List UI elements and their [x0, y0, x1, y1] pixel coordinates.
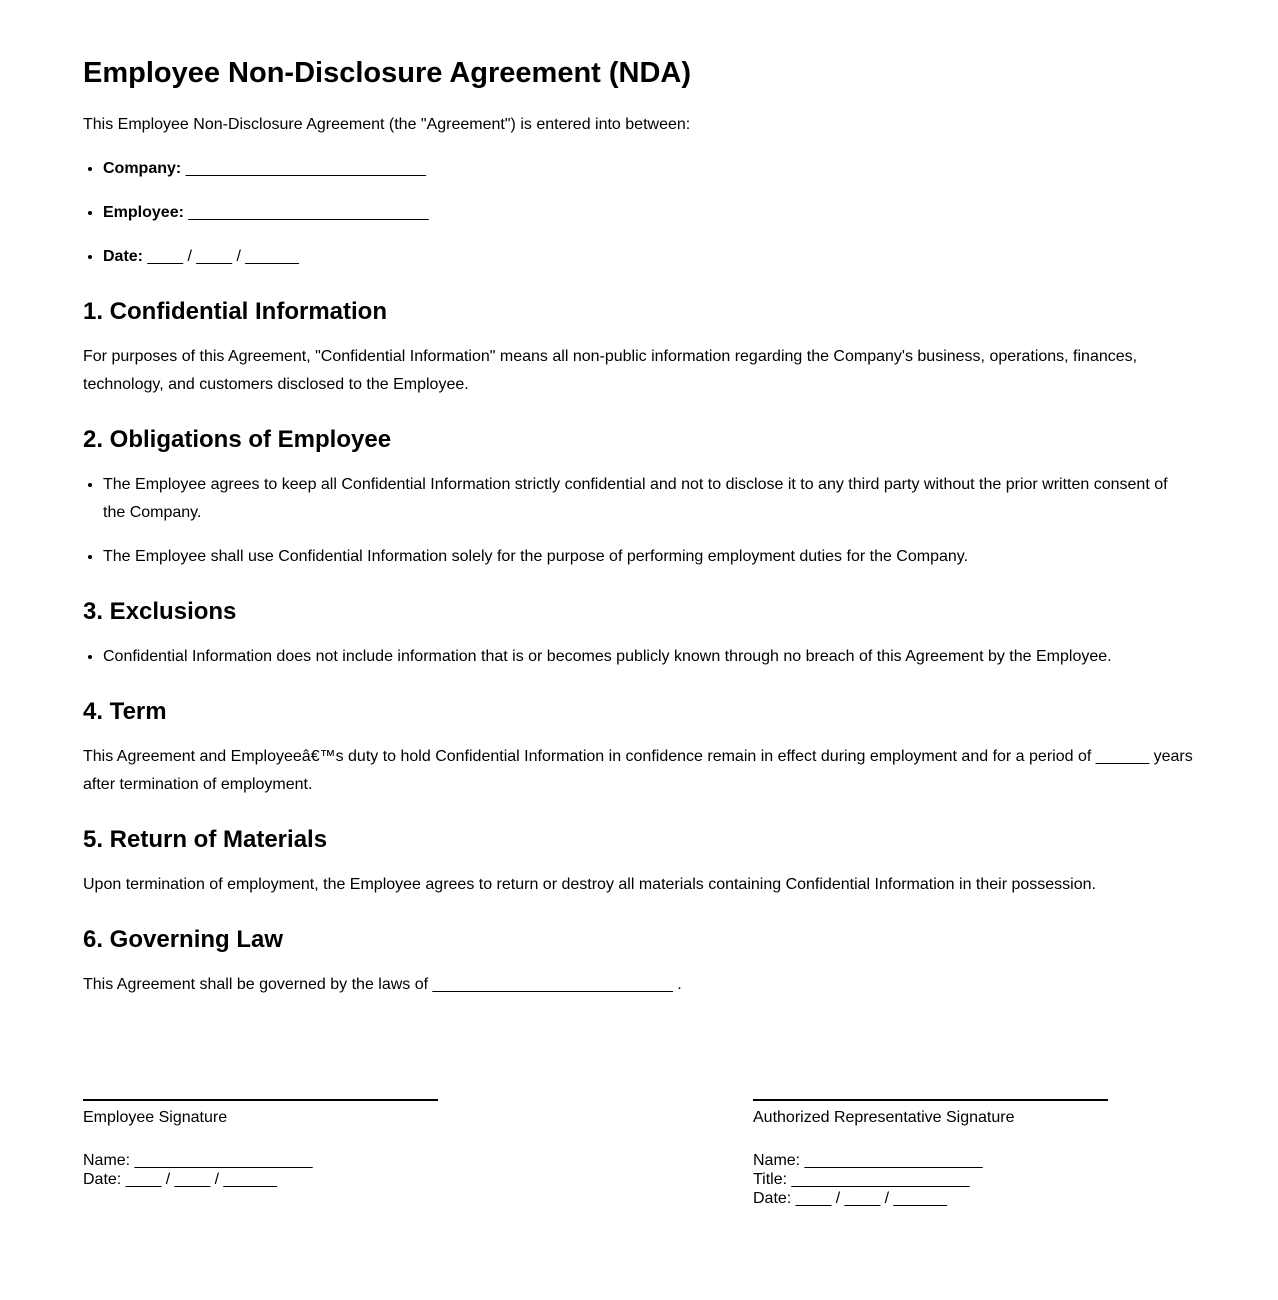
return-of-materials-paragraph: Upon termination of employment, the Employee agrees to return or destroy all materials containing Confidential Information in their possession. — [83, 875, 1096, 893]
obligations-list — [83, 471, 1193, 571]
employee-signature-block — [83, 1099, 438, 1208]
obligation-item: • The Employee shall use Confidential Information solely for the purpose of performing employment duties for the Company. — [103, 543, 1193, 571]
employee-blank-line: ___________________________ — [188, 203, 429, 221]
signature-area — [83, 1099, 1193, 1208]
exclusion-item: • Confidential Information does not include information that is or becomes publicly known through no breach of this Agreement by the Employee. — [103, 643, 1193, 671]
date-blank-line: ____ / ____ / ______ — [147, 247, 299, 265]
representative-signature-line — [753, 1099, 1108, 1101]
employee-name-field-line: Name: ____________________ — [83, 1151, 313, 1169]
term-paragraph: This Agreement and Employeeâ€™s duty to hold Confidential Information in confidence remain in effect during employment and for a period of ______ years after termination of employment. — [83, 747, 1193, 793]
document-title: Employee Non-Disclosure Agreement (NDA) — [83, 57, 692, 89]
representative-date-field-line: Date: ____ / ____ / ______ — [753, 1189, 947, 1207]
company-label: Company: — [103, 159, 182, 177]
representative-signature-block — [753, 1099, 1108, 1208]
representative-title-field-line: Title: ____________________ — [753, 1170, 970, 1188]
date-label: Date: — [103, 247, 144, 265]
section-heading-obligations: 2. Obligations of Employee — [83, 425, 392, 453]
exclusions-list — [83, 643, 1193, 671]
section-heading-confidential-information: 1. Confidential Information — [83, 297, 387, 325]
section-heading-governing-law: 6. Governing Law — [83, 925, 284, 953]
representative-name-field-line: Name: ____________________ — [753, 1151, 983, 1169]
party-item-date — [103, 243, 1193, 271]
governing-law-paragraph: This Agreement shall be governed by the laws of ___________________________ . — [83, 975, 682, 993]
section-heading-term: 4. Term — [83, 697, 167, 725]
party-item-company — [103, 155, 1193, 183]
company-blank-line: ___________________________ — [185, 159, 426, 177]
intro-paragraph: This Employee Non-Disclosure Agreement (the "Agreement") is entered into between: — [83, 115, 691, 133]
confidential-information-paragraph: For purposes of this Agreement, "Confidential Information" means all non-public information regarding the Company's business, operations, finances, technology, and customers disclosed to the Employee. — [83, 347, 1138, 393]
employee-label: Employee: — [103, 203, 184, 221]
representative-signature-fields — [753, 1151, 1108, 1209]
employee-signature-line — [83, 1099, 438, 1101]
parties-list — [83, 155, 1193, 271]
employee-signature-fields — [83, 1151, 438, 1189]
employee-date-field-line: Date: ____ / ____ / ______ — [83, 1170, 277, 1188]
employee-signature-label: Employee Signature — [83, 1108, 228, 1126]
party-item-employee — [103, 199, 1193, 227]
section-heading-exclusions: 3. Exclusions — [83, 597, 237, 625]
section-heading-return-of-materials: 5. Return of Materials — [83, 825, 328, 853]
representative-signature-label: Authorized Representative Signature — [753, 1108, 1015, 1126]
obligation-item: • The Employee agrees to keep all Confidential Information strictly confidential and not to disclose it to any third party without the prior written consent of the Company. — [103, 471, 1193, 527]
